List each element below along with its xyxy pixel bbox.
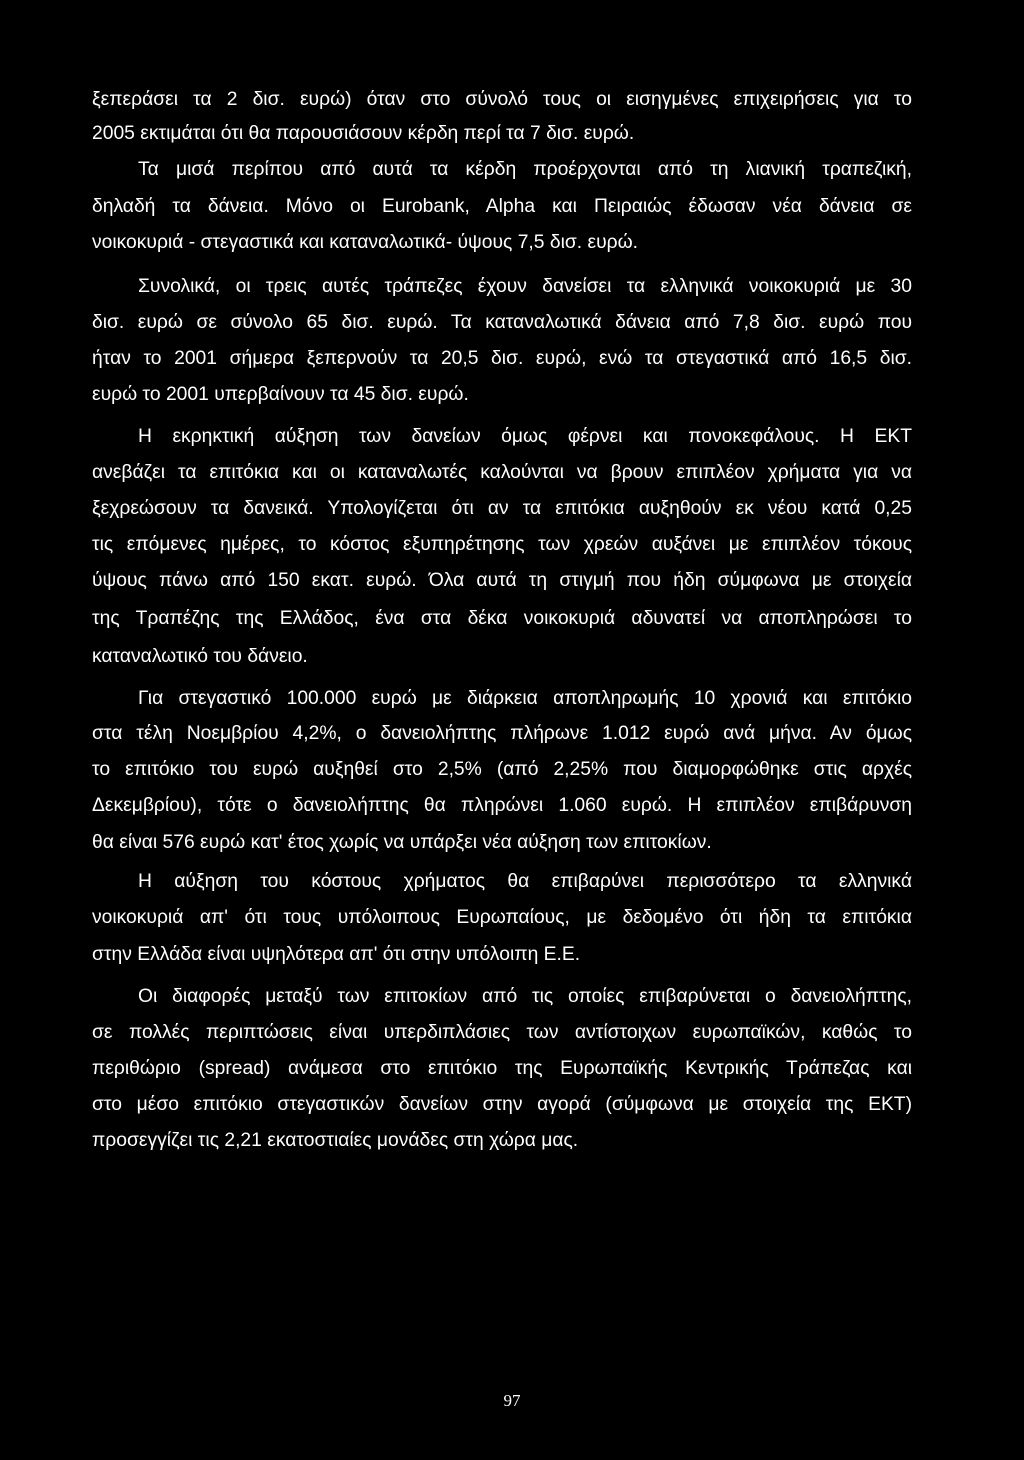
text-line: ευρώ το 2001 υπερβαίνουν τα 45 δισ. ευρώ.	[92, 384, 469, 405]
text-line: Οι διαφορές μεταξύ των επιτοκίων από τις οποίες επιβαρύνεται ο δανειολήπτης,	[138, 986, 912, 1007]
page-number: 97	[503, 1391, 521, 1410]
text-line: Τα μισά περίπου από αυτά τα κέρδη προέρχονται από τη λιανική τραπεζική,	[138, 159, 912, 180]
text-line: περιθώριο (spread) ανάμεσα στο επιτόκιο της Ευρωπαϊκής Κεντρικής Τράπεζας και	[92, 1058, 912, 1079]
text-line: καταναλωτικό του δάνειο.	[92, 646, 308, 667]
text-line: ήταν το 2001 σήμερα ξεπερνούν τα 20,5 δισ. ευρώ, ενώ τα στεγαστικά από 16,5 δισ.	[92, 348, 912, 369]
text-line: Η εκρηκτική αύξηση των δανείων όμως φέρνει και πονοκεφάλους. Η ΕΚΤ	[138, 426, 912, 447]
text-line: ανεβάζει τα επιτόκια και οι καταναλωτές καλούνται να βρουν επιπλέον χρήματα για να	[92, 462, 912, 483]
text-line: ξεχρεώσουν τα δανεικά. Υπολογίζεται ότι αν τα επιτόκια αυξηθούν εκ νέου κατά 0,25	[92, 498, 912, 519]
text-line: προσεγγίζει τις 2,21 εκατοστιαίες μονάδες στη χώρα μας.	[92, 1130, 579, 1151]
text-line: στην Ελλάδα είναι υψηλότερα απ' ότι στην υπόλοιπη Ε.Ε.	[92, 944, 581, 965]
text-line: Για στεγαστικό 100.000 ευρώ με διάρκεια αποπληρωμής 10 χρονιά και επιτόκιο	[138, 688, 912, 709]
text-line: Συνολικά, οι τρεις αυτές τράπεζες έχουν δανείσει τα ελληνικά νοικοκυριά με 30	[138, 276, 912, 297]
text-line: νοικοκυριά - στεγαστικά και καταναλωτικά- ύψους 7,5 δισ. ευρώ.	[92, 232, 639, 253]
text-line: το επιτόκιο του ευρώ αυξηθεί στο 2,5% (από 2,25% που διαμορφώθηκε στις αρχές	[92, 759, 912, 780]
text-line: σε πολλές περιπτώσεις είναι υπερδιπλάσιες των αντίστοιχων ευρωπαϊκών, καθώς το	[92, 1022, 912, 1043]
text-line: της Τραπέζης της Ελλάδος, ένα στα δέκα νοικοκυριά αδυνατεί να αποπληρώσει το	[92, 608, 912, 629]
text-line: ύψους πάνω από 150 εκατ. ευρώ. Όλα αυτά τη στιγμή που ήδη σύμφωνα με στοιχεία	[92, 570, 912, 591]
text-line: νοικοκυριά απ' ότι τους υπόλοιπους Ευρωπαίους, με δεδομένο ότι ήδη τα επιτόκια	[92, 907, 912, 928]
text-line: ξεπεράσει τα 2 δισ. ευρώ) όταν στο σύνολό τους οι εισηγμένες επιχειρήσεις για το	[92, 89, 912, 110]
text-line: 2005 εκτιμάται ότι θα παρουσιάσουν κέρδη περί τα 7 δισ. ευρώ.	[92, 123, 635, 144]
text-line: Δεκεμβρίου), τότε ο δανειολήπτης θα πληρώνει 1.060 ευρώ. Η επιπλέον επιβάρυνση	[92, 795, 912, 816]
text-line: στο μέσο επιτόκιο στεγαστικών δανείων στην αγορά (σύμφωνα με στοιχεία της ΕΚΤ)	[92, 1094, 912, 1115]
text-line: στα τέλη Νοεμβρίου 4,2%, ο δανειολήπτης πλήρωνε 1.012 ευρώ ανά μήνα. Αν όμως	[92, 723, 912, 744]
text-line: τις επόμενες ημέρες, το κόστος εξυπηρέτησης των χρεών αυξάνει με επιπλέον τόκους	[92, 534, 912, 555]
text-line: δισ. ευρώ σε σύνολο 65 δισ. ευρώ. Τα καταναλωτικά δάνεια από 7,8 δισ. ευρώ που	[92, 312, 912, 333]
text-line: θα είναι 576 ευρώ κατ' έτος χωρίς να υπάρξει νέα αύξηση των επιτοκίων.	[92, 832, 712, 853]
text-line: Η αύξηση του κόστους χρήματος θα επιβαρύνει περισσότερο τα ελληνικά	[138, 871, 912, 892]
text-line: δηλαδή τα δάνεια. Μόνο οι Eurobank, Alpha και Πειραιώς έδωσαν νέα δάνεια σε	[92, 196, 912, 217]
